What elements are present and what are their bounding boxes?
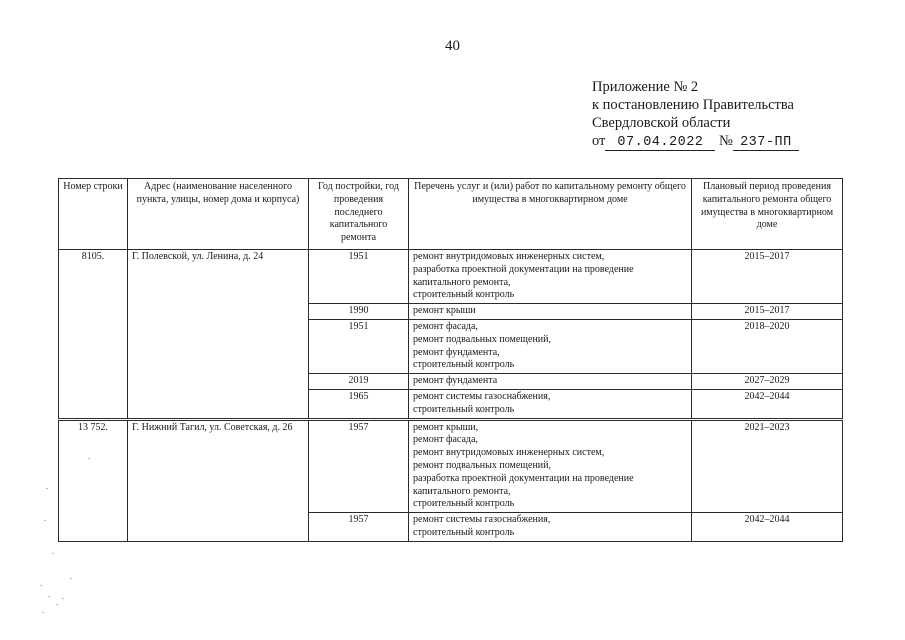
table-body (59, 250, 843, 542)
service-line: ремонт крыши, (413, 421, 479, 433)
services-cell (409, 250, 692, 304)
service-line: строительный контроль (413, 359, 515, 371)
appendix-block (592, 78, 799, 151)
service-line: строительный контроль (413, 498, 515, 510)
services-cell (409, 304, 692, 320)
service-line: ремонт системы газоснабжения, (413, 390, 551, 402)
appendix-decree: к постановлению Правительства (592, 97, 794, 113)
capital-repair-table (58, 178, 843, 542)
appendix-region: Свердловской области (592, 115, 731, 131)
period-cell: 2015–2017 (692, 304, 843, 320)
page-number: 40 (445, 38, 460, 54)
period-cell: 2021–2023 (692, 419, 843, 513)
services-cell (409, 389, 692, 419)
number-label: № (719, 133, 733, 149)
service-line: ремонт крыши (413, 305, 476, 317)
year-cell: 1957 (309, 419, 409, 513)
service-line: ремонт фундамента (413, 375, 498, 387)
period-cell: 2027–2029 (692, 374, 843, 390)
service-line: ремонт внутридомовых инженерных систем, (413, 447, 605, 459)
services-cell (409, 319, 692, 373)
year-cell: 1951 (309, 250, 409, 304)
year-cell: 1990 (309, 304, 409, 320)
services-cell (409, 419, 692, 513)
address-cell: Г. Полевской, ул. Ленина, д. 24 (128, 250, 309, 420)
service-line: строительный контроль (413, 403, 515, 415)
year-cell: 1957 (309, 513, 409, 542)
appendix-date-line (592, 132, 799, 151)
address-cell: Г. Нижний Тагил, ул. Советская, д. 26 (128, 419, 309, 541)
row-number-cell: 13 752. (59, 419, 128, 541)
service-line: капитального ремонта, (413, 485, 511, 497)
table-row (59, 250, 843, 304)
header-row-number: Номер строки (59, 179, 128, 250)
decree-date: 07.04.2022 (605, 135, 715, 151)
services-cell (409, 374, 692, 390)
decree-number: 237-ПП (733, 135, 799, 151)
period-cell: 2015–2017 (692, 250, 843, 304)
service-line: ремонт фасада, (413, 434, 478, 446)
service-line: строительный контроль (413, 526, 515, 538)
header-year: Год постройки, год проведения последнего капитального ремонта (309, 179, 409, 250)
service-line: капитального ремонта, (413, 276, 511, 288)
appendix-title: Приложение № 2 (592, 79, 699, 95)
from-label: от (592, 133, 606, 149)
year-cell: 2019 (309, 374, 409, 390)
table-row (59, 419, 843, 513)
period-cell: 2042–2044 (692, 513, 843, 542)
table-header-row (59, 179, 843, 250)
service-line: строительный контроль (413, 289, 515, 301)
service-line: ремонт подвальных помещений, (413, 333, 551, 345)
period-cell: 2018–2020 (692, 319, 843, 373)
header-services: Перечень услуг и (или) работ по капитальному ремонту общего имущества в многоквартирном доме (409, 179, 692, 250)
service-line: ремонт фундамента, (413, 346, 500, 358)
service-line: разработка проектной документации на проведение (413, 263, 634, 275)
year-cell: 1965 (309, 389, 409, 419)
year-cell: 1951 (309, 319, 409, 373)
row-number-cell: 8105. (59, 250, 128, 420)
service-line: ремонт подвальных помещений, (413, 459, 551, 471)
service-line: разработка проектной документации на проведение (413, 472, 634, 484)
service-line: ремонт системы газоснабжения, (413, 514, 551, 526)
services-cell (409, 513, 692, 542)
header-period: Плановый период проведения капитального ремонта общего имущества в многоквартирном доме (692, 179, 843, 250)
service-line: ремонт фасада, (413, 320, 478, 332)
header-address: Адрес (наименование населенного пункта, улицы, номер дома и корпуса) (128, 179, 309, 250)
period-cell: 2042–2044 (692, 389, 843, 419)
service-line: ремонт внутридомовых инженерных систем, (413, 251, 605, 262)
